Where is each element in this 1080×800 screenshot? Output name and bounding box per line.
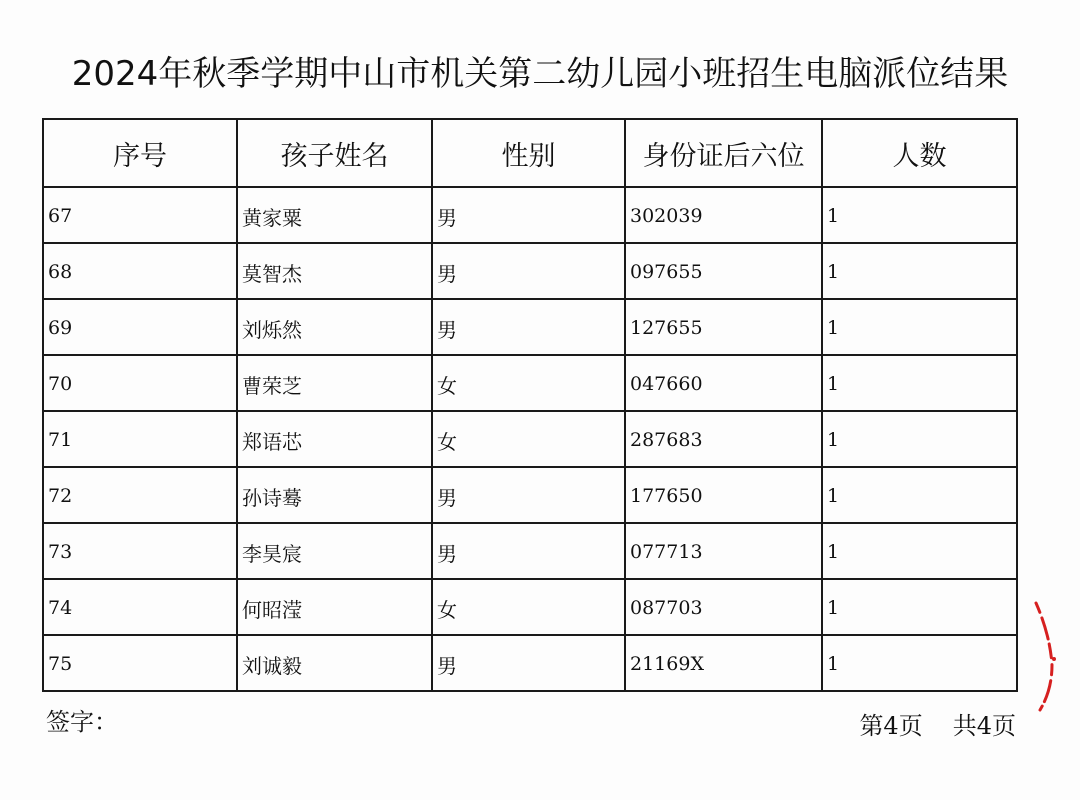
cell-gender: 女 xyxy=(432,411,625,467)
cell-id-last-six: 287683 xyxy=(625,411,822,467)
table-row xyxy=(43,187,1017,243)
cell-child-name: 孙诗蓦 xyxy=(237,467,432,523)
document-title: 2024年秋季学期中山市机关第二幼儿园小班招生电脑派位结果 xyxy=(71,54,1009,94)
header-gender: 性别 xyxy=(432,119,625,187)
cell-gender: 男 xyxy=(432,187,625,243)
cell-serial-number: 67 xyxy=(43,187,237,243)
cell-id-last-six: 047660 xyxy=(625,355,822,411)
cell-id-last-six: 302039 xyxy=(625,187,822,243)
header-serial-number: 序号 xyxy=(43,119,237,187)
cell-count: 1 xyxy=(822,523,1017,579)
cell-child-name: 何昭滢 xyxy=(237,579,432,635)
table-row xyxy=(43,355,1017,411)
cell-serial-number: 75 xyxy=(43,635,237,691)
cell-child-name: 刘诚毅 xyxy=(237,635,432,691)
cell-serial-number: 71 xyxy=(43,411,237,467)
cell-child-name: 郑语芯 xyxy=(237,411,432,467)
header-child-name: 孩子姓名 xyxy=(237,119,432,187)
cell-child-name: 刘烁然 xyxy=(237,299,432,355)
cell-id-last-six: 077713 xyxy=(625,523,822,579)
page-total: 共4页 xyxy=(952,712,1016,740)
cell-count: 1 xyxy=(822,411,1017,467)
cell-count: 1 xyxy=(822,187,1017,243)
cell-serial-number: 72 xyxy=(43,467,237,523)
cell-gender: 女 xyxy=(432,355,625,411)
table-row xyxy=(43,299,1017,355)
cell-count: 1 xyxy=(822,467,1017,523)
cell-serial-number: 70 xyxy=(43,355,237,411)
cell-id-last-six: 127655 xyxy=(625,299,822,355)
table-row xyxy=(43,635,1017,691)
cell-gender: 男 xyxy=(432,467,625,523)
cell-gender: 男 xyxy=(432,523,625,579)
table-row xyxy=(43,579,1017,635)
cell-count: 1 xyxy=(822,635,1017,691)
red-seal-fragment xyxy=(1032,595,1062,715)
header-id-last-six: 身份证后六位 xyxy=(625,119,822,187)
cell-count: 1 xyxy=(822,355,1017,411)
cell-child-name: 曹荣芝 xyxy=(237,355,432,411)
signature-label: 签字： xyxy=(46,708,118,736)
page-indicator xyxy=(859,706,1016,741)
cell-gender: 男 xyxy=(432,299,625,355)
cell-serial-number: 73 xyxy=(43,523,237,579)
table-header-row xyxy=(43,119,1017,187)
cell-serial-number: 69 xyxy=(43,299,237,355)
cell-count: 1 xyxy=(822,299,1017,355)
table-row xyxy=(43,467,1017,523)
cell-count: 1 xyxy=(822,579,1017,635)
page-current: 第4页 xyxy=(859,712,923,740)
cell-serial-number: 68 xyxy=(43,243,237,299)
cell-child-name: 莫智杰 xyxy=(237,243,432,299)
cell-id-last-six: 21169X xyxy=(625,635,822,691)
cell-id-last-six: 177650 xyxy=(625,467,822,523)
table-row xyxy=(43,411,1017,467)
cell-id-last-six: 087703 xyxy=(625,579,822,635)
header-count: 人数 xyxy=(822,119,1017,187)
cell-child-name: 李昊宸 xyxy=(237,523,432,579)
cell-count: 1 xyxy=(822,243,1017,299)
table-row xyxy=(43,523,1017,579)
cell-serial-number: 74 xyxy=(43,579,237,635)
cell-child-name: 黄家粟 xyxy=(237,187,432,243)
table-row xyxy=(43,243,1017,299)
cell-gender: 男 xyxy=(432,243,625,299)
cell-gender: 女 xyxy=(432,579,625,635)
cell-id-last-six: 097655 xyxy=(625,243,822,299)
cell-gender: 男 xyxy=(432,635,625,691)
enrollment-table xyxy=(42,118,1018,692)
